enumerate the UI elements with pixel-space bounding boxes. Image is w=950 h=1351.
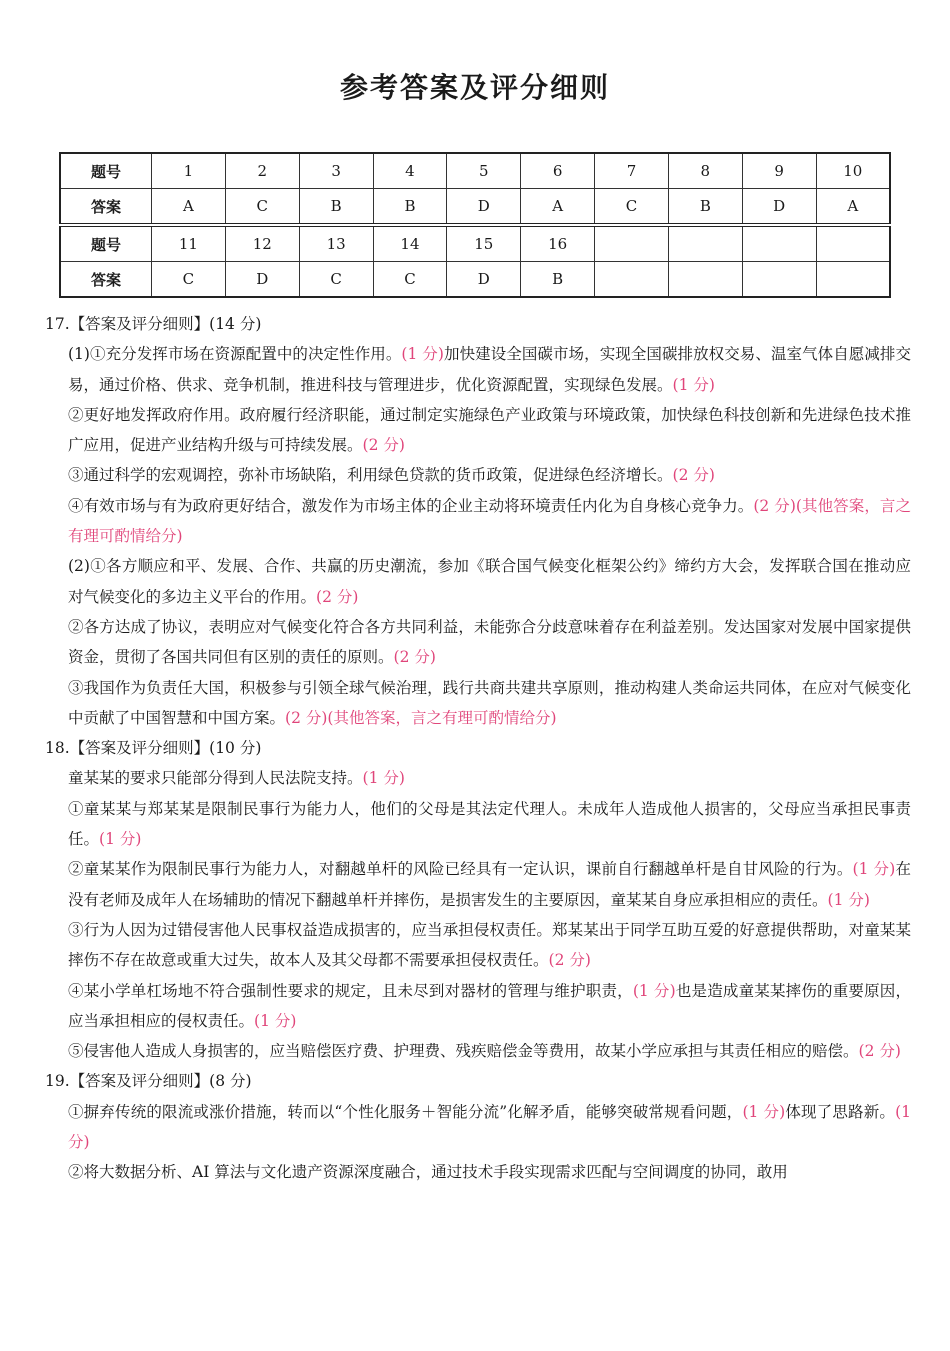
row-header: 题号: [60, 153, 152, 189]
answer-table-row: [60, 153, 890, 189]
table-cell: 13: [299, 225, 373, 262]
table-cell: A: [816, 189, 890, 226]
table-cell: D: [447, 189, 521, 226]
answer-table-row: [60, 262, 890, 298]
answer-paragraph: [45, 976, 911, 1037]
answer-text: ③通过科学的宏观调控，弥补市场缺陷，利用绿色贷款的货币政策，促进绿色经济增长。: [68, 466, 673, 485]
answer-paragraph: [45, 339, 911, 400]
answer-paragraph: [45, 763, 911, 793]
table-cell: C: [299, 262, 373, 298]
table-cell: B: [299, 189, 373, 226]
table-cell: 4: [373, 153, 447, 189]
score-note: (2 分): [362, 436, 405, 455]
table-cell: 14: [373, 225, 447, 262]
answer-text: ②更好地发挥政府作用。政府履行经济职能，通过制定实施绿色产业政策与环境政策，加快绿色科技创新和先进绿色技术推广应用，促进产业结构升级与可持续发展。: [68, 405, 911, 455]
answer-text: ②童某某作为限制民事行为能力人，对翻越单杆的风险已经具有一定认识，课前自行翻越单杆是自甘风险的行为。: [68, 860, 853, 879]
answer-text: ③行为人因为过错侵害他人民事权益造成损害的，应当承担侵权责任。郑某某出于同学互助互爱的好意提供帮助，对童某某摔伤不存在故意或重大过失，故本人及其父母都不需要承担侵权责任。: [68, 920, 911, 970]
table-cell: [742, 262, 816, 298]
score-note: (2 分)(其他答案，言之有理可酌情给分): [285, 708, 557, 727]
answer-paragraph: [45, 400, 911, 461]
answer-text: 童某某的要求只能部分得到人民法院支持。: [68, 769, 363, 788]
table-cell: A: [152, 189, 226, 226]
table-cell: 5: [447, 153, 521, 189]
score-note: (2 分): [672, 466, 715, 485]
answer-text: ⑤侵害他人造成人身损害的，应当赔偿医疗费、护理费、残疾赔偿金等费用，故某小学应承担与其责任相应的赔偿。: [68, 1042, 859, 1061]
table-cell: [816, 225, 890, 262]
answer-text: ②将大数据分析、AI 算法与文化遗产资源深度融合，通过技术手段实现需求匹配与空间调度的协同，敢用: [68, 1163, 788, 1182]
answer-paragraph: [45, 551, 911, 612]
row-header: 题号: [60, 225, 152, 262]
answer-paragraph: [45, 1097, 911, 1158]
answer-text: ④有效市场与有为政府更好结合，激发作为市场主体的企业主动将环境责任内化为自身核心竞争力。: [68, 496, 754, 515]
table-cell: [742, 225, 816, 262]
table-cell: 8: [668, 153, 742, 189]
question-heading: 19.【答案及评分细则】(8 分): [45, 1072, 252, 1091]
table-cell: 1: [152, 153, 226, 189]
answer-content: [45, 309, 911, 1188]
table-cell: C: [373, 262, 447, 298]
answer-paragraph: [45, 673, 911, 734]
table-cell: D: [447, 262, 521, 298]
answer-paragraph: [45, 1036, 911, 1066]
answer-text: (2)①各方顺应和平、发展、合作、共赢的历史潮流，参加《联合国气候变化框架公约》缔约方大会，发挥联合国在推动应对气候变化的多边主义平台的作用。: [68, 557, 911, 606]
answer-text: ②各方达成了协议，表明应对气候变化符合各方共同利益，未能弥合分歧意味着存在利益差别。发达国家对发展中国家提供资金，贯彻了各国共同但有区别的责任的原则。: [68, 617, 911, 667]
question-heading: 18.【答案及评分细则】(10 分): [45, 739, 262, 758]
table-cell: 2: [225, 153, 299, 189]
answer-text: 在没有老师及成年人在场辅助的情况下翻越单杆并摔伤，是损害发生的主要原因，童某某自身应承担相应的责任。: [68, 860, 911, 909]
score-note: (2 分): [316, 587, 359, 606]
answer-paragraph: [45, 915, 911, 976]
answer-text: (1)①充分发挥市场在资源配置中的决定性作用。: [68, 345, 402, 364]
answer-paragraph: [45, 1157, 911, 1187]
table-cell: C: [152, 262, 226, 298]
row-header: 答案: [60, 262, 152, 298]
table-cell: B: [668, 189, 742, 226]
answer-text: 加快建设全国碳市场，实现全国碳排放权交易、温室气体自愿减排交易，通过价格、供求、竞争机制，推进科技与管理进步，优化资源配置，实现绿色发展。: [68, 345, 911, 394]
table-cell: 9: [742, 153, 816, 189]
table-cell: 3: [299, 153, 373, 189]
table-cell: D: [225, 262, 299, 298]
score-note: (2 分): [548, 951, 591, 970]
table-cell: C: [225, 189, 299, 226]
table-cell: B: [521, 262, 595, 298]
score-note: (1 分): [742, 1102, 786, 1121]
table-cell: 7: [595, 153, 669, 189]
answer-table: [59, 152, 891, 298]
answer-text: 也是造成童某某摔伤的重要原因，应当承担相应的侵权责任。: [68, 981, 911, 1030]
table-cell: [595, 225, 669, 262]
page-title: 参考答案及评分细则: [339, 71, 610, 104]
score-note: (1 分): [68, 1102, 911, 1152]
answer-text: ①摒弃传统的限流或涨价措施，转而以“个性化服务＋智能分流”化解矛盾，能够突破常规看问题，: [68, 1102, 743, 1121]
score-note: (1 分): [852, 860, 896, 879]
score-note: (2 分): [858, 1042, 901, 1061]
table-cell: D: [742, 189, 816, 226]
score-note: (1 分): [401, 345, 444, 364]
table-cell: 11: [152, 225, 226, 262]
answer-text: ③我国作为负责任大国，积极参与引领全球气候治理，践行共商共建共享原则，推动构建人类命运共同体，在应对气候变化中贡献了中国智慧和中国方案。: [68, 678, 911, 727]
answer-paragraph: [45, 612, 911, 673]
table-cell: A: [521, 189, 595, 226]
table-cell: 16: [521, 225, 595, 262]
table-cell: B: [373, 189, 447, 226]
answer-paragraph: [45, 491, 911, 552]
question-heading: 17.【答案及评分细则】(14 分): [45, 315, 262, 333]
table-cell: C: [595, 189, 669, 226]
score-note: (1 分): [99, 830, 142, 849]
answer-text: ④某小学单杠场地不符合强制性要求的规定，且未尽到对器材的管理与维护职责，: [68, 981, 633, 1000]
answer-paragraph: [45, 794, 911, 855]
table-cell: 12: [225, 225, 299, 262]
row-header: 答案: [60, 189, 152, 226]
answer-table-row: [60, 225, 890, 262]
score-note: (1 分): [362, 769, 405, 788]
table-cell: 6: [521, 153, 595, 189]
score-note: (1 分): [632, 981, 676, 1000]
answer-paragraph: [45, 460, 911, 490]
table-cell: 15: [447, 225, 521, 262]
table-cell: [816, 262, 890, 298]
answer-text: ①童某某与郑某某是限制民事行为能力人，他们的父母是其法定代理人。未成年人造成他人损害的，父母应当承担民事责任。: [68, 799, 911, 849]
score-note: (1 分): [254, 1011, 297, 1030]
score-note: (2 分): [393, 648, 436, 667]
table-cell: [595, 262, 669, 298]
score-note: (1 分): [672, 375, 715, 394]
answer-text: 体现了思路新。: [785, 1102, 896, 1121]
score-note: (2 分)(其他答案，言之有理可酌情给分): [68, 496, 911, 546]
table-cell: [668, 225, 742, 262]
score-note: (1 分): [827, 890, 870, 909]
table-cell: 10: [816, 153, 890, 189]
table-cell: [668, 262, 742, 298]
answer-table-row: [60, 189, 890, 226]
answer-paragraph: [45, 854, 911, 915]
